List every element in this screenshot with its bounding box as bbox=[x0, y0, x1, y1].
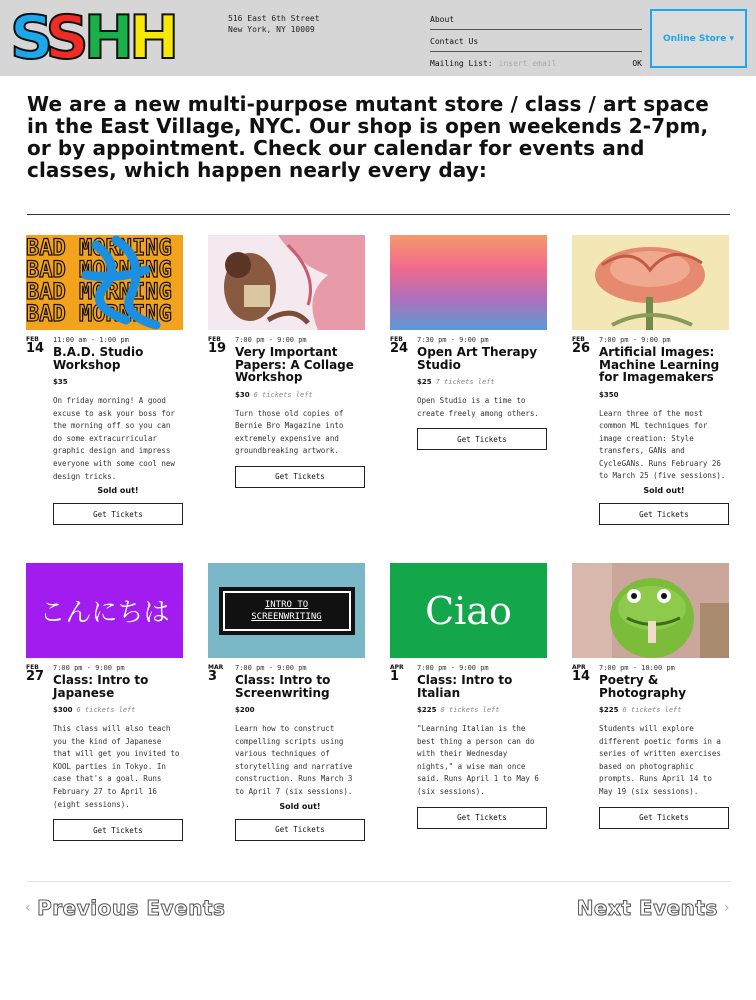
site-header bbox=[0, 0, 756, 76]
event-title[interactable]: Poetry & Photography bbox=[599, 673, 687, 700]
event-title[interactable]: Open Art Therapy Studio bbox=[417, 345, 538, 372]
event-description: On friday morning! A good excuse to ask your boss for the morning off so you can do some extracurricular graphic design and impress everyone with some cool new design tricks. bbox=[53, 396, 175, 481]
event-image-flower[interactable] bbox=[572, 235, 729, 330]
event-description: "Learning Italian is the best thing a person can do with their Wednesday nights," a wise man once said. Runs April 1 to May 6 (six sessions). bbox=[417, 724, 539, 796]
event-day: 3 bbox=[208, 669, 218, 684]
intro-divider bbox=[27, 214, 730, 215]
bad-morning-line-2: BAD MORNING bbox=[26, 258, 172, 283]
nav-about-link[interactable]: About bbox=[430, 8, 642, 30]
bad-morning-line-1: BAD MORNING bbox=[26, 236, 172, 261]
event-description: Learn three of the most common ML techniques for image creation: Style transfers, GANs and CycleGANs. Runs February 26 to March 25 (five sessions). bbox=[599, 408, 726, 481]
event-time: 7:30 pm - 9:00 pm bbox=[417, 336, 489, 344]
mailing-ok-button[interactable]: OK bbox=[632, 59, 642, 68]
logo-letter-h1: H bbox=[83, 3, 129, 73]
chevron-left-icon: ‹ bbox=[25, 900, 32, 916]
japanese-image-text: こんにちは bbox=[39, 598, 170, 628]
event-price: $200 bbox=[235, 706, 255, 714]
get-tickets-button[interactable]: Get Tickets bbox=[599, 503, 729, 525]
event-month: FEB bbox=[26, 336, 39, 343]
event-month: FEB bbox=[208, 336, 221, 343]
event-title[interactable]: Class: Intro to Screenwriting bbox=[235, 673, 331, 700]
get-tickets-button[interactable]: Get Tickets bbox=[235, 466, 365, 488]
logo-letter-h2: H bbox=[128, 3, 175, 73]
event-price: $225 bbox=[417, 706, 437, 714]
event-price: $225 bbox=[599, 706, 619, 714]
event-title[interactable]: Class: Intro to Italian bbox=[417, 673, 513, 700]
event-description: Open Studio is a time to create freely among others. bbox=[417, 396, 539, 418]
get-tickets-button[interactable]: Get Tickets bbox=[599, 807, 729, 829]
event-time: 7:00 pm - 9:00 pm bbox=[53, 664, 125, 672]
store-address bbox=[228, 13, 320, 35]
event-card bbox=[26, 235, 183, 555]
event-month: APR bbox=[572, 664, 586, 671]
event-day: 19 bbox=[208, 341, 227, 356]
previous-events-label: Previous Events bbox=[37, 896, 226, 920]
event-card bbox=[572, 563, 729, 883]
online-store-button[interactable]: Online Store ▾ bbox=[650, 9, 747, 68]
tickets-left: 6 tickets left bbox=[622, 706, 682, 714]
event-price: $300 bbox=[53, 706, 73, 714]
mailing-list-label: Mailing List: bbox=[430, 59, 493, 68]
event-day: 14 bbox=[572, 669, 591, 684]
events-grid bbox=[26, 235, 732, 883]
event-description: This class will also teach you the kind of Japanese that will get you invited to KOOL parties in Tokyo. In case that's a goal. Runs February 27 to April 16 (eight sessions). bbox=[53, 724, 180, 809]
event-time: 11:00 am - 1:00 pm bbox=[53, 336, 129, 344]
event-month: FEB bbox=[572, 336, 585, 343]
sold-out-label: Sold out! bbox=[643, 486, 685, 496]
tickets-left: 6 tickets left bbox=[76, 706, 136, 714]
event-price: $350 bbox=[599, 390, 619, 399]
event-title[interactable]: Very Important Papers: A Collage Workshop bbox=[235, 345, 354, 384]
event-month: FEB bbox=[26, 664, 39, 671]
event-image-gradient[interactable] bbox=[390, 235, 547, 330]
event-time: 7:00 pm - 9:00 pm bbox=[417, 664, 489, 672]
email-input[interactable]: insert email bbox=[498, 59, 557, 68]
site-logo[interactable] bbox=[10, 3, 175, 73]
event-description: Learn how to construct compelling scripts using various techniques of storytelling and narrative construction. Runs March 3 to April 7 (six sessions). bbox=[235, 724, 353, 796]
event-month: MAR bbox=[208, 664, 224, 671]
event-image-bad-morning[interactable] bbox=[26, 235, 183, 330]
event-card bbox=[390, 235, 547, 555]
sold-out-label: Sold out! bbox=[97, 486, 139, 496]
get-tickets-button[interactable]: Get Tickets bbox=[53, 819, 183, 841]
event-title[interactable]: Artificial Images: Machine Learning for Imagemakers bbox=[599, 345, 720, 384]
get-tickets-button[interactable]: Get Tickets bbox=[417, 428, 547, 450]
event-day: 24 bbox=[390, 341, 409, 356]
event-card bbox=[208, 235, 365, 555]
event-description: Students will explore different poetic forms in a series of written exercises based on photographic prompts. Runs April 14 to May 19 (six sessions). bbox=[599, 724, 721, 796]
event-price: $35 bbox=[53, 378, 68, 386]
tickets-left: 8 tickets left bbox=[440, 706, 500, 714]
mailing-list-form bbox=[430, 52, 642, 74]
ciao-image-text: Ciao bbox=[425, 588, 512, 633]
event-image-screenwriting[interactable] bbox=[208, 563, 365, 658]
get-tickets-button[interactable]: Get Tickets bbox=[417, 807, 547, 829]
screenwriting-image-text: INTRO TO SCREENWRITING bbox=[251, 599, 322, 622]
event-time: 7:00 pm - 9:00 pm bbox=[235, 336, 307, 344]
bad-morning-line-4: BAD MORNING bbox=[26, 302, 172, 327]
tickets-left: 7 tickets left bbox=[435, 378, 495, 386]
event-month: APR bbox=[390, 664, 404, 671]
logo-letter-s1: S bbox=[10, 3, 46, 73]
event-day: 14 bbox=[26, 341, 45, 356]
event-image-collage[interactable] bbox=[208, 235, 365, 330]
event-image-japanese[interactable] bbox=[26, 563, 183, 658]
event-time: 7:00 pm - 9:00 pm bbox=[235, 664, 307, 672]
nav-contact-link[interactable]: Contact Us bbox=[430, 30, 642, 52]
event-title[interactable]: Class: Intro to Japanese bbox=[53, 673, 149, 700]
next-events-link[interactable] bbox=[577, 896, 730, 920]
event-card bbox=[572, 235, 729, 555]
event-time: 7:00 pm - 9:00 pm bbox=[599, 336, 671, 344]
event-image-ciao[interactable] bbox=[390, 563, 547, 658]
event-month: FEB bbox=[390, 336, 403, 343]
get-tickets-button[interactable]: Get Tickets bbox=[235, 819, 365, 841]
header-nav bbox=[430, 8, 642, 74]
event-card bbox=[26, 563, 183, 883]
event-day: 27 bbox=[26, 669, 45, 684]
address-line-1: 516 East 6th Street bbox=[228, 14, 320, 23]
address-line-2: New York, NY 10009 bbox=[228, 25, 315, 34]
event-day: 26 bbox=[572, 341, 591, 356]
next-events-label: Next Events bbox=[576, 896, 718, 920]
intro-text: We are a new multi-purpose mutant store / class / art space in the East Village, NYC. Our shop is open weekends 2-7pm, or by appointment. Check our calendar for events and classes, which happen nearly every day: bbox=[27, 92, 709, 182]
event-card bbox=[208, 563, 365, 883]
previous-events-link[interactable] bbox=[25, 896, 225, 920]
event-card bbox=[390, 563, 547, 883]
get-tickets-button[interactable]: Get Tickets bbox=[53, 503, 183, 525]
logo-letter-s2: S bbox=[45, 3, 84, 73]
event-day: 1 bbox=[390, 669, 400, 684]
event-price: $25 bbox=[417, 378, 432, 386]
event-title[interactable]: B.A.D. Studio Workshop bbox=[53, 345, 144, 372]
chevron-right-icon: › bbox=[723, 900, 730, 916]
event-price: $30 bbox=[235, 390, 250, 399]
tickets-left: 6 tickets left bbox=[253, 390, 313, 399]
event-description: Turn those old copies of Bernie Bro Magazine into extremely expensive and groundbreaking artwork. bbox=[235, 408, 344, 456]
sold-out-label: Sold out! bbox=[279, 801, 321, 811]
event-image-poetry[interactable] bbox=[572, 563, 729, 658]
pager-divider bbox=[27, 881, 730, 882]
bad-morning-line-3: BAD MORNING bbox=[26, 280, 172, 305]
event-time: 7:00 pm - 10:00 pm bbox=[599, 664, 675, 672]
